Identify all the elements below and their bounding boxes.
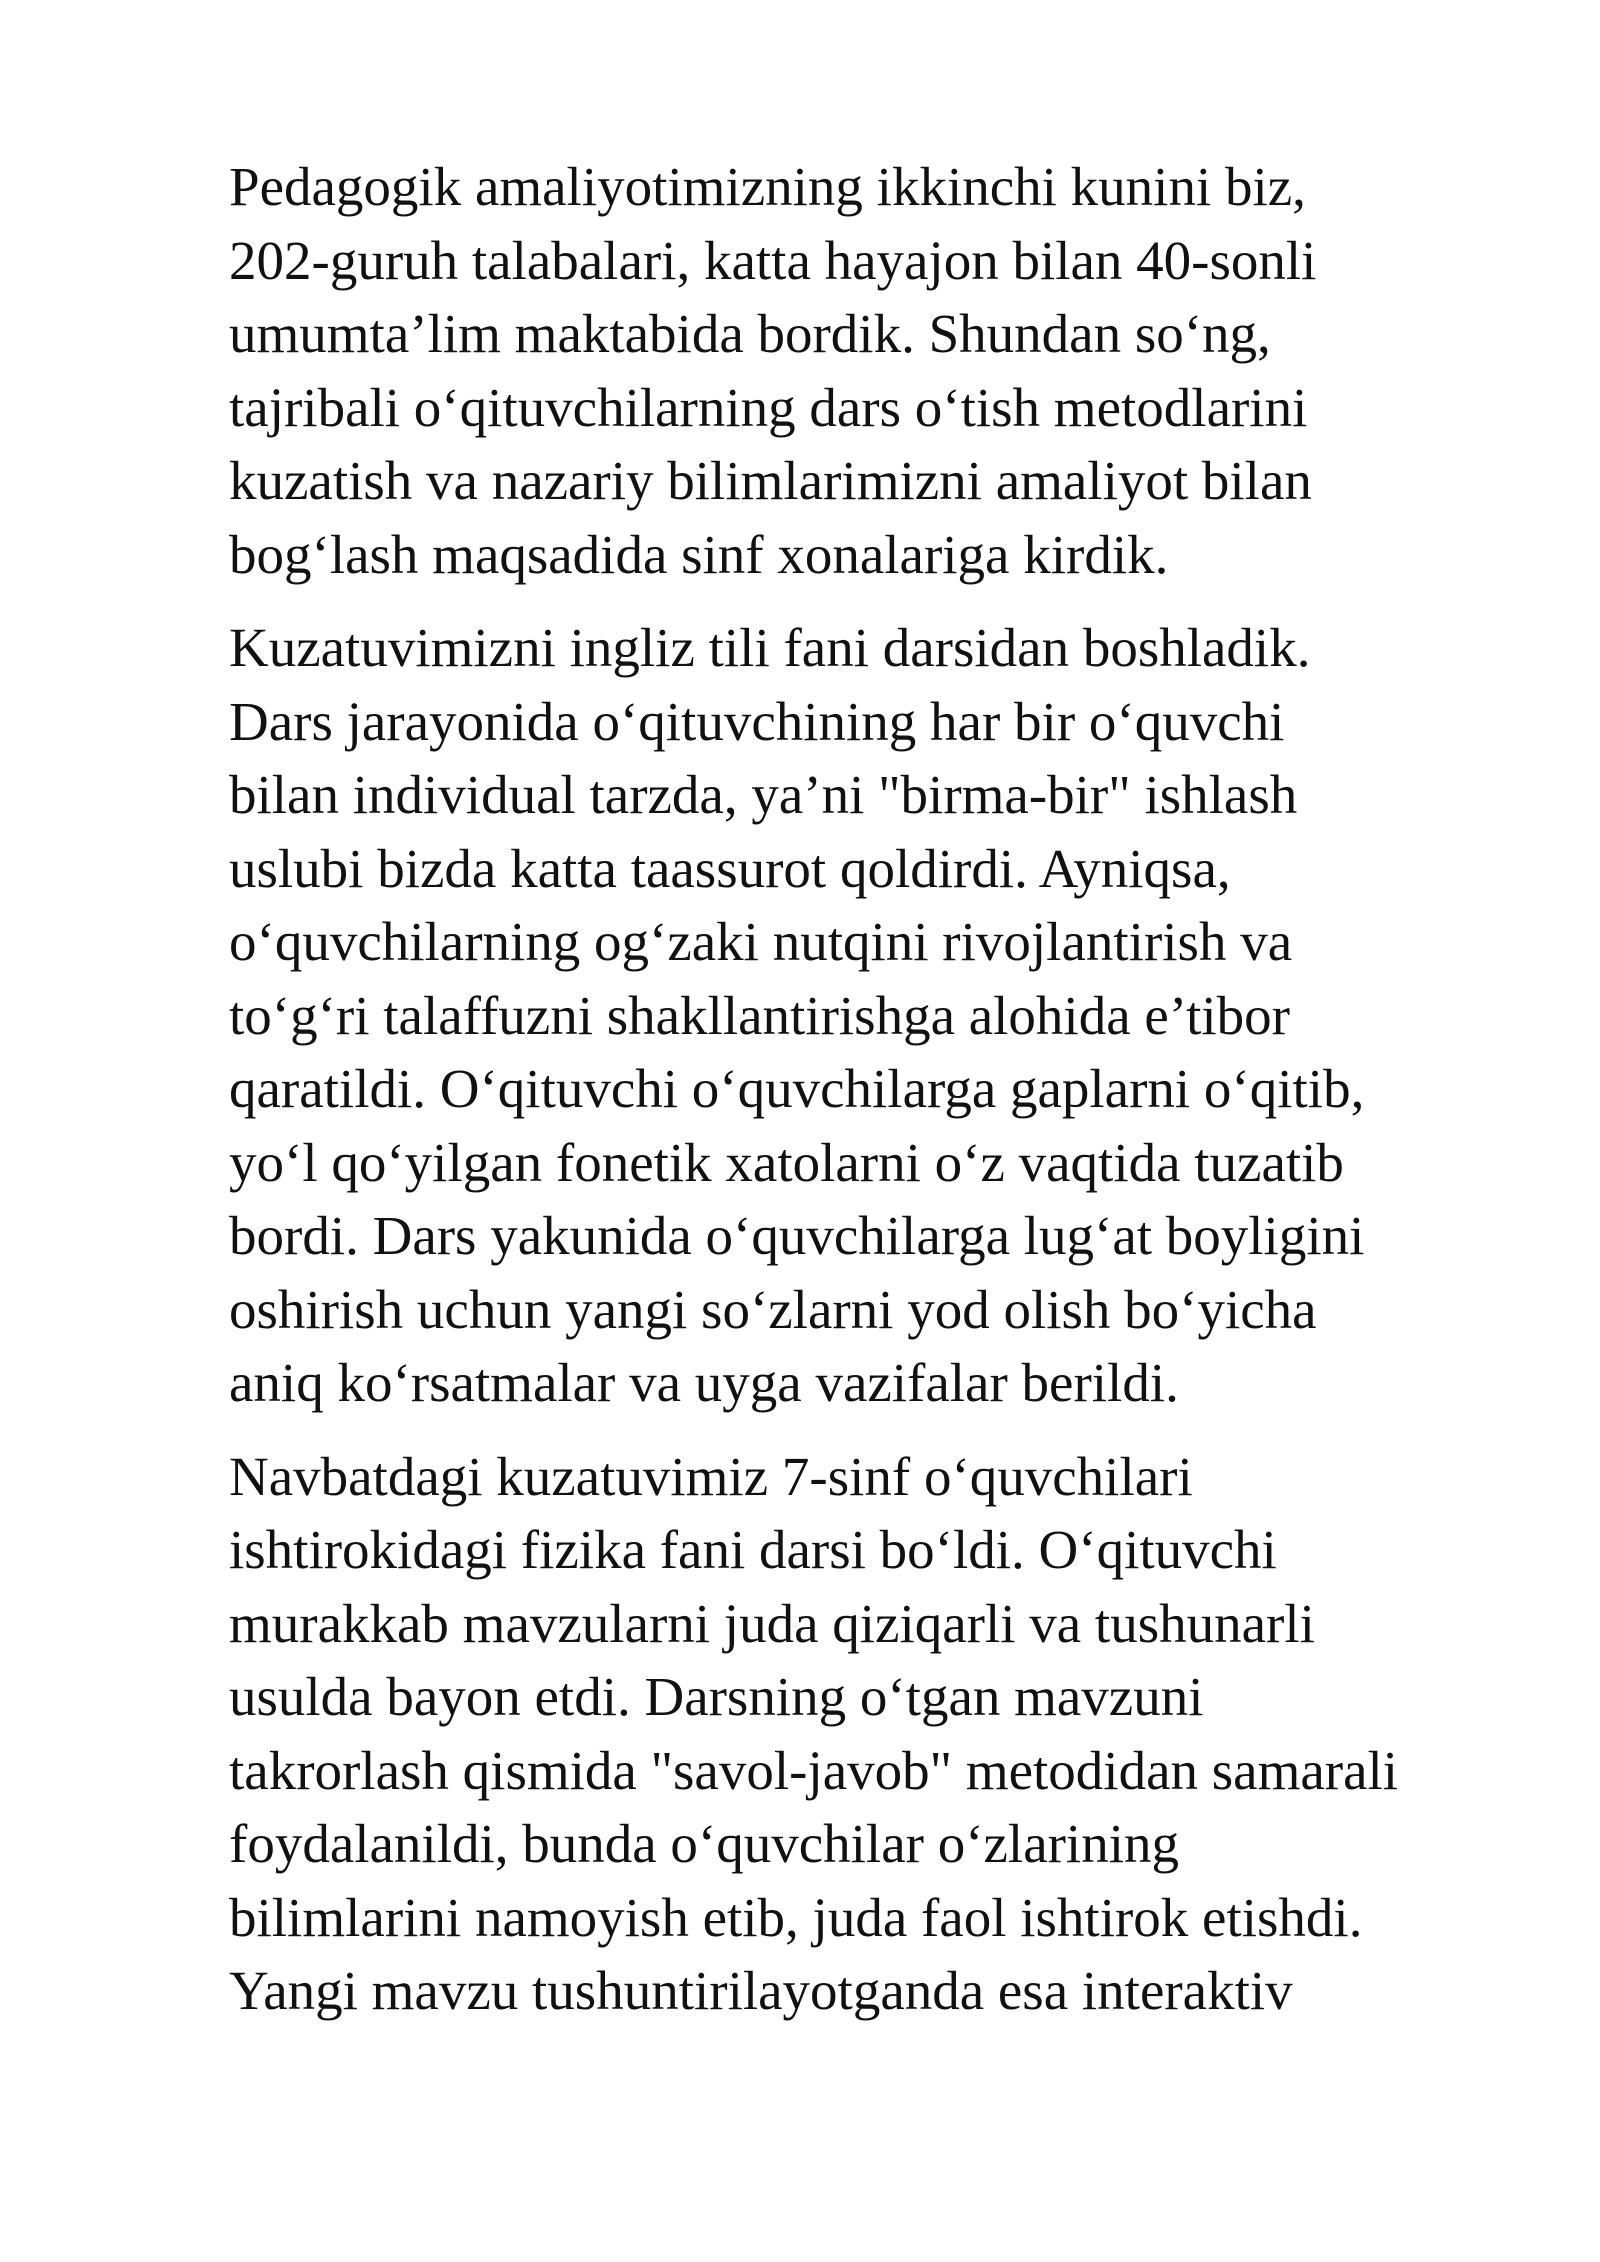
text-line: ishtirokidagi fizika fani darsi bo‘ldi. O‘qituvchi <box>229 1519 1277 1580</box>
text-line: murakkab mavzularni juda qiziqarli va tushunarli <box>229 1592 1315 1654</box>
text-line: uslubi bizda katta taassurot qoldirdi. Ayniqsa, <box>229 837 1231 899</box>
text-line: bog‘lash maqsadida sinf xonalariga kirdik. <box>229 523 1169 585</box>
text-line: qaratildi. O‘qituvchi o‘quvchilarga gaplarni o‘qitib, <box>229 1058 1365 1119</box>
paragraph-1 <box>229 150 1529 591</box>
text-line: takrorlash qismida "savol-javob" metodidan samarali <box>229 1739 1399 1801</box>
paragraph-2 <box>229 611 1529 1420</box>
text-line: bilimlarini namoyish etib, juda faol ishtirok etishdi. <box>229 1886 1363 1948</box>
text-line: tajribali o‘qituvchilarning dars o‘tish metodlarini <box>229 376 1308 438</box>
text-line: to‘g‘ri talaffuzni shakllantirishga alohida e’tibor <box>229 984 1290 1046</box>
text-line: bordi. Dars yakunida o‘quvchilarga lug‘at boyligini <box>229 1205 1365 1266</box>
text-line: kuzatish va nazariy bilimlarimizni amaliyot bilan <box>229 450 1312 511</box>
document-body <box>229 150 1529 2048</box>
text-line: Navbatdagi kuzatuvimiz 7-sinf o‘quvchilari <box>229 1445 1193 1507</box>
text-line: yo‘l qo‘yilgan fonetik xatolarni o‘z vaqtida tuzatib <box>229 1131 1344 1193</box>
text-line: Yangi mavzu tushuntirilayotganda esa interaktiv <box>229 1960 1293 2021</box>
text-line: usulda bayon etdi. Darsning o‘tgan mavzuni <box>229 1666 1204 1727</box>
text-line: aniq ko‘rsatmalar va uyga vazifalar berildi. <box>229 1352 1179 1413</box>
text-line: Kuzatuvimizni ingliz tili fani darsidan boshladik. <box>229 617 1311 678</box>
paragraph-3 <box>229 1440 1529 2028</box>
text-line: Dars jarayonida o‘qituvchining har bir o‘quvchi <box>229 690 1285 752</box>
text-line: foydalanildi, bunda o‘quvchilar o‘zlarining <box>229 1813 1179 1874</box>
text-line: bilan individual tarzda, ya’ni "birma-bir" ishlash <box>229 764 1298 825</box>
text-line: Pedagogik amaliyotimizning ikkinchi kunini biz, <box>229 156 1306 217</box>
text-line: o‘quvchilarning og‘zaki nutqini rivojlantirish va <box>229 911 1293 972</box>
text-line: oshirish uchun yangi so‘zlarni yod olish bo‘yicha <box>229 1278 1317 1340</box>
text-line: umumta’lim maktabida bordik. Shundan so‘ng, <box>229 303 1271 364</box>
text-line: 202-guruh talabalari, katta hayajon bilan 40-sonli <box>229 229 1317 291</box>
